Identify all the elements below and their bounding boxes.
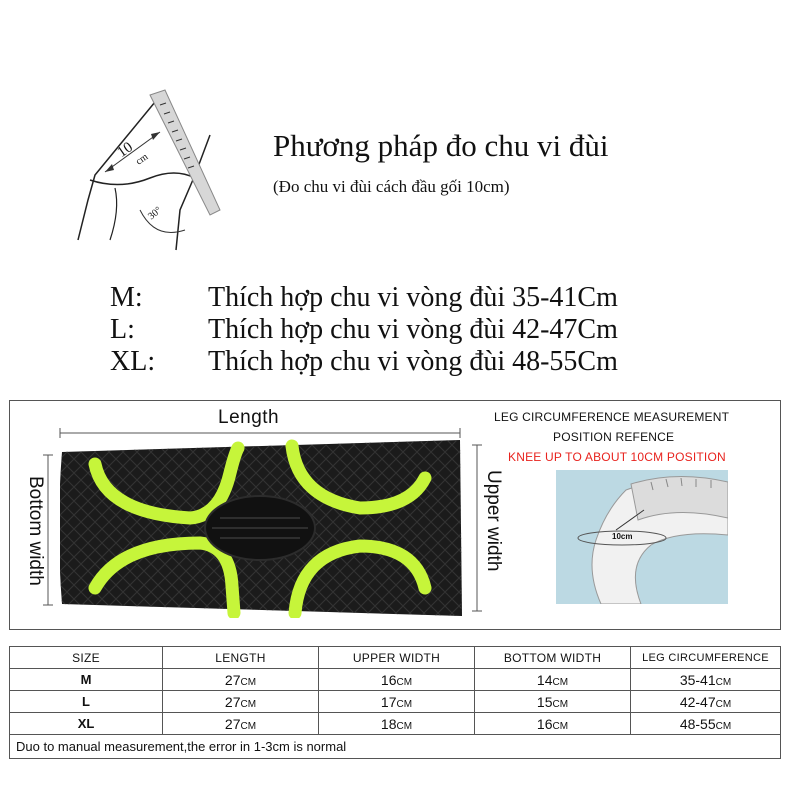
cell-size: L [10,691,163,713]
table-note-row [10,735,781,759]
table-row [10,669,781,691]
diagram-angle-label: 30° [146,204,164,223]
col-leg-circumference: LEG CIRCUMFERENCE [631,647,781,669]
size-table [9,646,781,759]
diagram-unit-label: cm [133,151,151,168]
table-row [10,713,781,735]
cell-upper: 17CM [319,691,475,713]
page-title: Phương pháp đo chu vi đùi [273,128,609,163]
col-bottom-width: BOTTOM WIDTH [475,647,631,669]
cell-circ: 35-41CM [631,669,781,691]
measure-title-line2: POSITION REFENCE [553,430,675,444]
cell-circ: 48-55CM [631,713,781,735]
col-size: SIZE [10,647,163,669]
size-fit-m: M: Thích hợp chu vi vòng đùi 35-41Cm [110,282,618,313]
knee-sleeve-image [60,438,465,618]
cell-bottom: 16CM [475,713,631,735]
cell-upper: 18CM [319,713,475,735]
diagram-distance-label: 10 [114,139,136,161]
bottom-width-label: Bottom width [25,476,46,586]
measure-title-line3: KNEE UP TO ABOUT 10CM POSITION [508,450,726,464]
size-fit-l: L: Thích hợp chu vi vòng đùi 42-47Cm [110,314,618,345]
page-subtitle: (Đo chu vi đùi cách đầu gối 10cm) [273,177,510,196]
cell-length: 27CM [163,669,319,691]
cell-size: M [10,669,163,691]
cell-size: XL [10,713,163,735]
upper-width-label: Upper width [483,470,504,572]
measure-title-line1: LEG CIRCUMFERENCE MEASUREMENT [494,410,730,424]
length-label: Length [218,407,280,428]
cell-bottom: 15CM [475,691,631,713]
col-upper-width: UPPER WIDTH [319,647,475,669]
cell-length: 27CM [163,713,319,735]
cell-circ: 42-47CM [631,691,781,713]
cell-bottom: 14CM [475,669,631,691]
cell-upper: 16CM [319,669,475,691]
cell-length: 27CM [163,691,319,713]
table-row [10,691,781,713]
knee-measure-diagram [60,80,240,260]
measurement-note: Duo to manual measurement,the error in 1-3cm is normal [10,735,781,759]
photo-distance-label: 10cm [612,532,633,541]
leg-measure-photo [556,470,728,604]
table-header-row [10,647,781,669]
size-fit-xl: XL: Thích hợp chu vi vòng đùi 48-55Cm [110,346,618,377]
col-length: LENGTH [163,647,319,669]
